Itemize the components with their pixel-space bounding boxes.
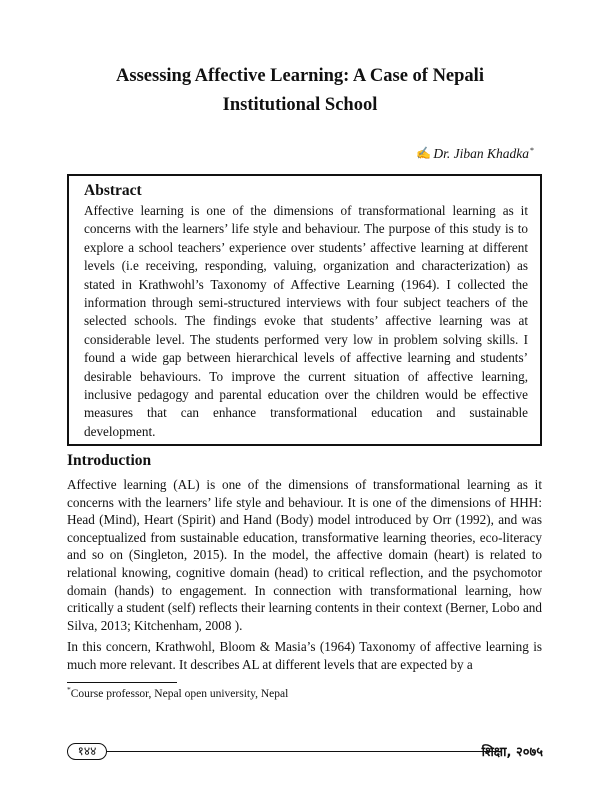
footnote-divider xyxy=(67,682,177,683)
page-number: १४४ xyxy=(67,743,107,760)
footer-divider xyxy=(107,751,502,752)
abstract-text: Affective learning is one of the dimensions of transformational learning as it concerns with the learners’ life style and behaviour. The purpose of this study is to explore a school teachers’ experience over students’ affective learning at different levels (i.e receiving, responding, valuing, organization and characterization) as stated in Krathwohl’s Taxonomy of Affective Learning (1964). I collected the information through semi-structured interviews with four subject teachers of the selected schools. The findings evoke that students’ affective learning was at considerable level. The students performed very low in problem solving skills. I found a wide gap between hierarchical levels of affective learning and students’ desirable behaviours. To improve the current situation of affective learning, inclusive pedagogy and parental education over the children would be effective measures that can enhance transformational education and sustainable development. xyxy=(84,203,528,439)
author-name: Dr. Jiban Khadka xyxy=(433,146,529,161)
title-line-2: Institutional School xyxy=(222,95,378,115)
introduction-paragraph-1: Affective learning (AL) is one of the dimensions of transformational learning as it concerns with the learners’ life style and behaviour. It is one of the dimensions of HHH: Head (Mind), Heart (Spirit) and Hand (Body) model introduced by Orr (1992), and was conceptualized from sustainable education, transformative learning theories, eco-literacy and so on (Singleton, 2015). In the model, the affective domain (heart) is related to relational knowing, cognitive domain (head) to critical reflection, and the psychomotor domain (hands) to engagement. In connection with transformational learning, how critically a student (self) reflects their learning contents in their context (Berner, Lobo and Silva, 2013; Kitchenham, 2008 ). xyxy=(67,477,542,633)
footnote-text: Course professor, Nepal open university, Nepal xyxy=(70,687,289,700)
introduction-heading: Introduction xyxy=(67,452,152,469)
abstract-heading: Abstract xyxy=(84,182,142,199)
footnote xyxy=(67,685,288,700)
author-footnote-marker: * xyxy=(530,146,534,155)
journal-name: शिक्षा, २०७५ xyxy=(481,745,543,760)
abstract-box xyxy=(67,174,542,446)
page-footer xyxy=(67,743,543,763)
paper-title xyxy=(60,62,540,120)
pen-icon: ✍ xyxy=(416,146,432,160)
title-line-1: Assessing Affective Learning: A Case of Nepali xyxy=(116,66,484,86)
author-byline xyxy=(416,146,534,162)
footnote-marker: * xyxy=(67,685,71,694)
introduction-paragraph-2: In this concern, Krathwohl, Bloom & Masia’s (1964) Taxonomy of affective learning is much more relevant. It describes AL at different levels that are expected by a xyxy=(67,639,542,672)
